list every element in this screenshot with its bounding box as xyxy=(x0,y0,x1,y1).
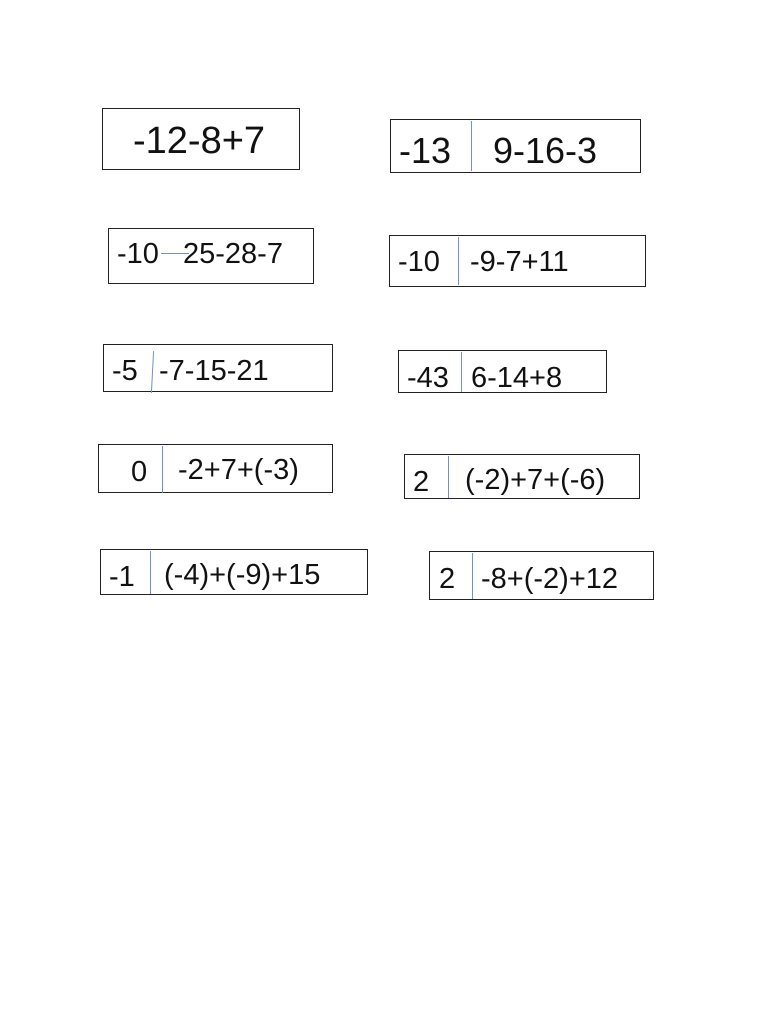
answer-text: -43 xyxy=(407,362,449,394)
answer-text: -10 xyxy=(117,238,159,270)
expression-card-3 xyxy=(108,228,314,284)
answer-text: 2 xyxy=(413,466,430,498)
expression-text: 6-14+8 xyxy=(471,362,563,394)
answer-divider-line xyxy=(472,553,473,599)
expression-card-9 xyxy=(100,549,368,595)
expression-card-8 xyxy=(404,454,640,499)
expression-card-5 xyxy=(103,344,333,392)
expression-text: -7-15-21 xyxy=(159,355,269,387)
expression-card-6 xyxy=(398,350,607,393)
expression-text: -12-8+7 xyxy=(133,120,266,162)
expression-card-1 xyxy=(102,108,300,170)
answer-text: -10 xyxy=(398,246,440,278)
expression-text: -9-7+11 xyxy=(470,246,569,278)
answer-divider-line xyxy=(150,551,151,594)
answer-text: -13 xyxy=(399,130,452,171)
expression-card-2 xyxy=(390,119,641,173)
expression-text: -2+7+(-3) xyxy=(178,454,299,486)
expression-text: 25-28-7 xyxy=(183,238,283,270)
answer-divider-line xyxy=(162,446,163,493)
answer-divider-line xyxy=(458,237,459,285)
expression-card-7 xyxy=(98,444,333,493)
expression-text: -8+(-2)+12 xyxy=(481,563,619,595)
answer-text: -5 xyxy=(112,355,138,387)
answer-text: -1 xyxy=(109,561,135,593)
answer-text: 0 xyxy=(131,456,148,488)
answer-divider-line xyxy=(151,351,154,393)
expression-text: (-2)+7+(-6) xyxy=(465,464,606,496)
answer-divider-line xyxy=(448,456,449,498)
expression-card-10 xyxy=(429,551,654,600)
expression-text: 9-16-3 xyxy=(493,130,598,171)
expression-text: (-4)+(-9)+15 xyxy=(164,559,321,591)
expression-card-4 xyxy=(389,235,646,287)
answer-text: 2 xyxy=(439,563,456,595)
answer-divider-line xyxy=(471,121,472,171)
answer-divider-line xyxy=(461,352,462,392)
